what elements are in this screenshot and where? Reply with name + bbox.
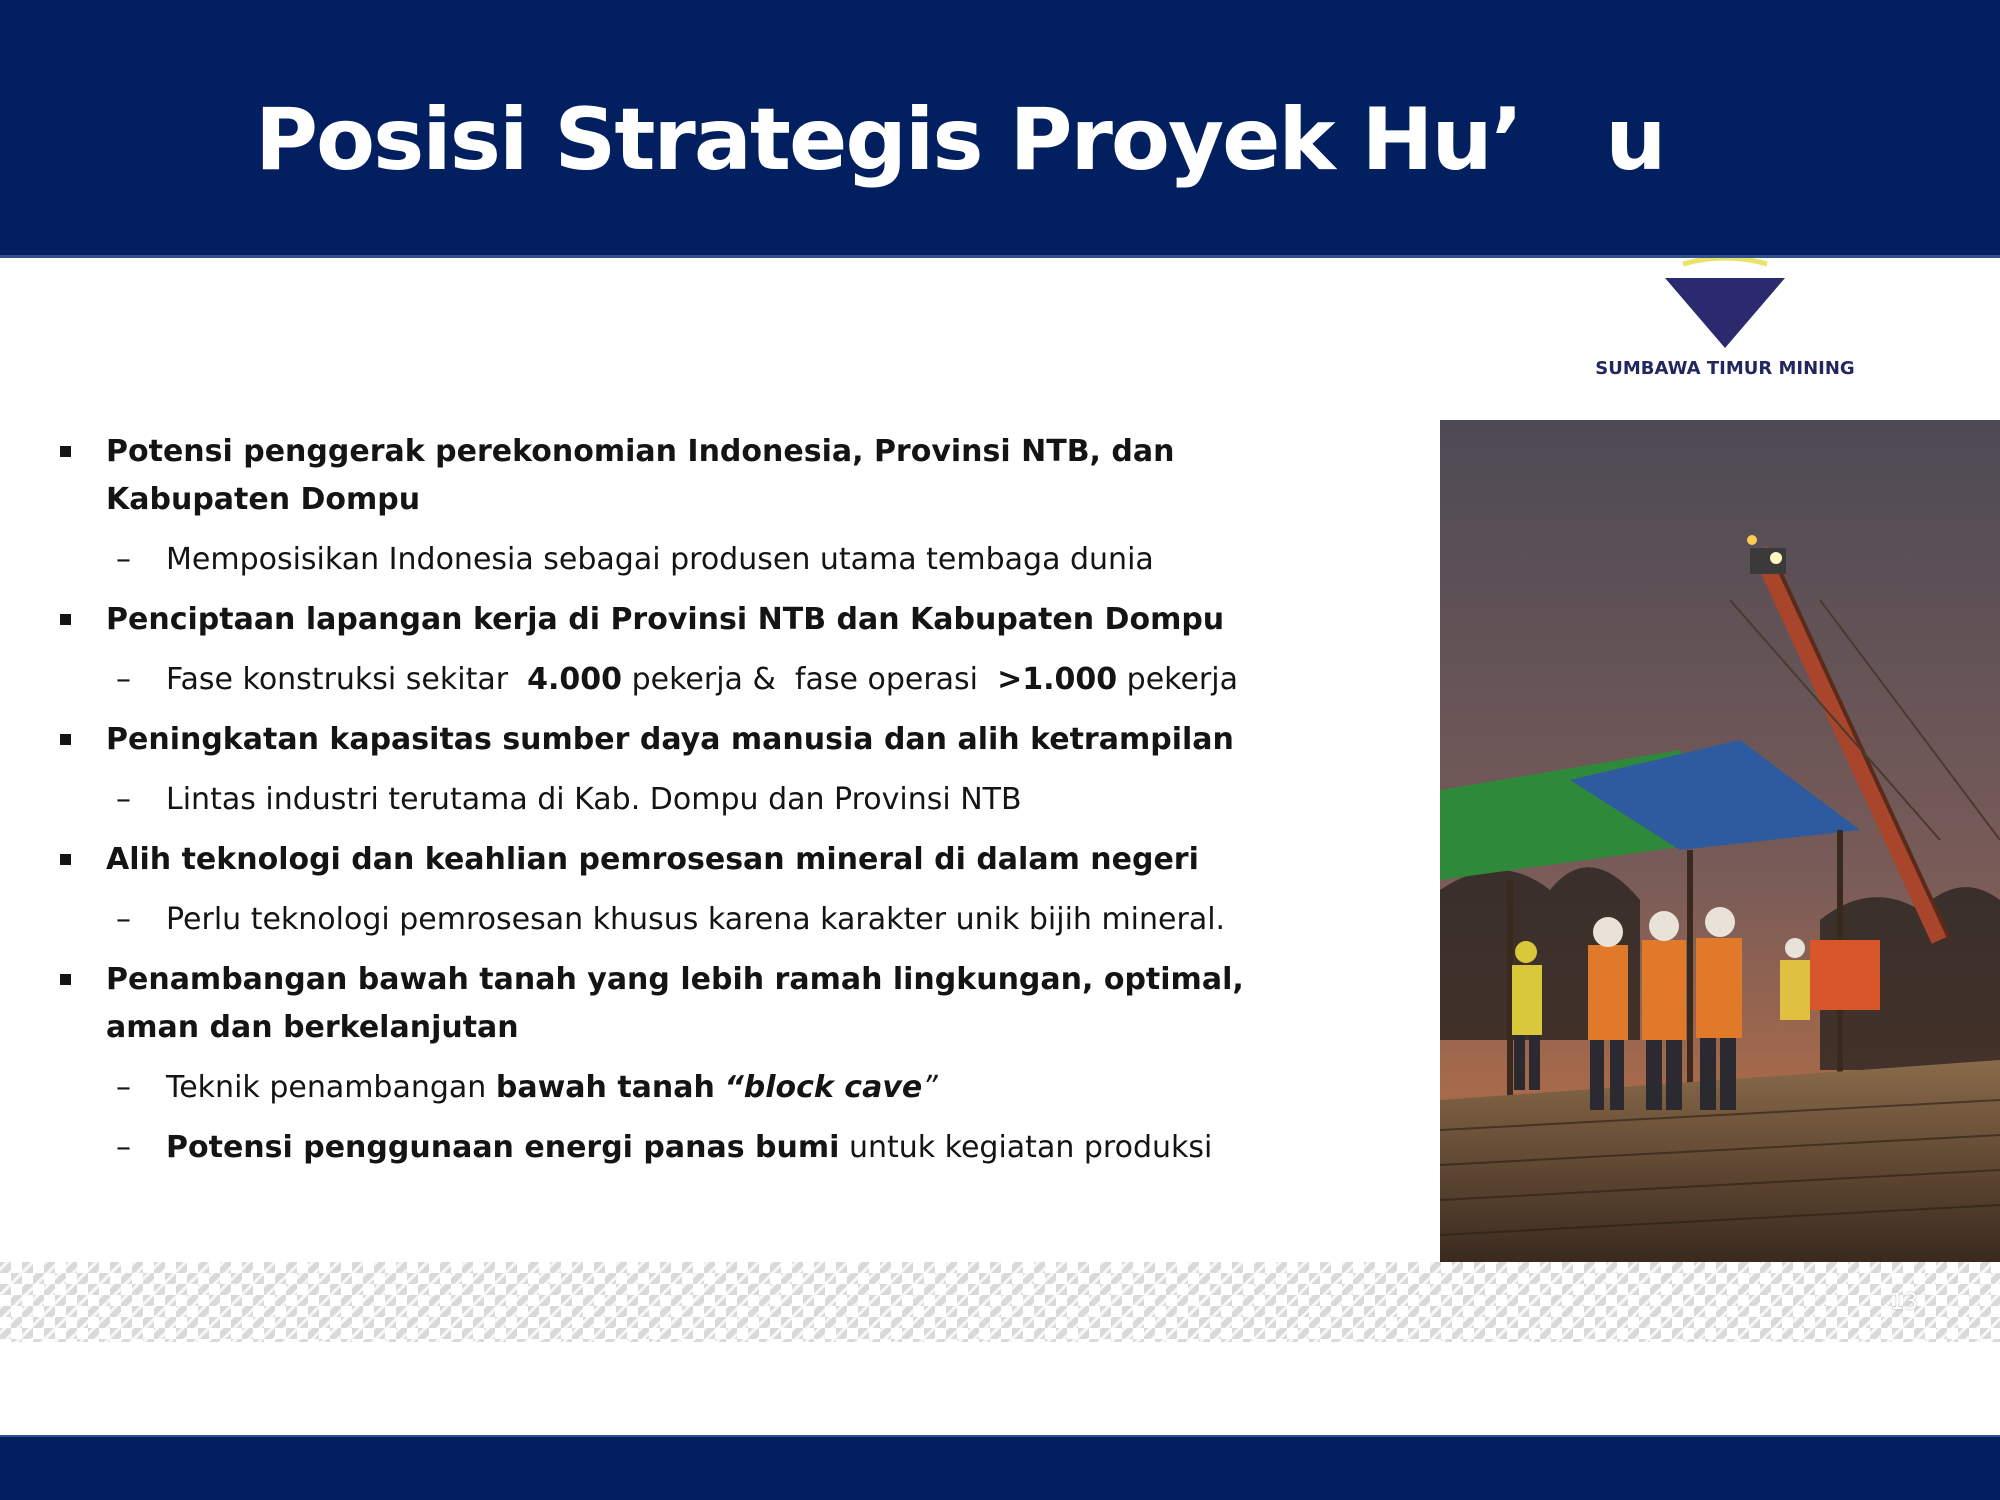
dash-bullet-icon: – — [116, 1130, 131, 1165]
bullet-item — [60, 716, 1340, 764]
sub-bullet-text — [715, 1070, 725, 1105]
bullet-text: Peningkatan kapasitas sumber daya manusia dan alih ketrampilan — [106, 722, 1234, 757]
sub-bullet-italic-text: “block cave — [724, 1070, 923, 1105]
sub-bullet-item — [60, 896, 1340, 944]
company-logo — [1570, 258, 1880, 383]
dash-bullet-icon: – — [116, 542, 131, 577]
page-number: 13 — [1890, 1290, 1918, 1315]
mining-site-photo — [1440, 420, 2000, 1262]
bullet-list — [60, 428, 1340, 1172]
square-bullet-icon — [60, 614, 71, 625]
decorative-pattern-band — [0, 1262, 2000, 1342]
sub-bullet-item — [60, 536, 1340, 584]
dash-bullet-icon: – — [116, 1070, 131, 1105]
bullet-text: Potensi penggerak perekonomian Indonesia, Provinsi NTB, dan Kabupaten Dompu — [106, 434, 1175, 517]
bullet-item — [60, 596, 1340, 644]
dash-bullet-icon: – — [116, 782, 131, 817]
workers-operation-count: >1.000 — [997, 662, 1118, 697]
square-bullet-icon — [60, 854, 71, 865]
sub-bullet-text: Fase konstruksi sekitar — [166, 662, 528, 697]
sub-bullet-item — [60, 1124, 1340, 1172]
sub-bullet-bold-text: Potensi penggunaan energi panas bumi — [166, 1130, 840, 1165]
square-bullet-icon — [60, 734, 71, 745]
dash-bullet-icon: – — [116, 902, 131, 937]
sub-bullet-text: Perlu teknologi pemrosesan khusus karena karakter unik bijih mineral. — [166, 902, 1226, 937]
bullet-text: Penambangan bawah tanah yang lebih ramah lingkungan, optimal, aman dan berkelanjutan — [106, 962, 1244, 1045]
logo-text: SUMBAWA TIMUR MINING — [1595, 358, 1855, 379]
header-band — [0, 0, 2000, 258]
square-bullet-icon — [60, 446, 71, 457]
sub-bullet-item — [60, 1064, 1340, 1112]
sub-bullet-text: pekerja — [1117, 662, 1238, 697]
bullet-item — [60, 836, 1340, 884]
sub-bullet-text: ” — [922, 1070, 938, 1105]
dash-bullet-icon: – — [116, 662, 131, 697]
footer-band — [0, 1435, 2000, 1500]
sub-bullet-text: untuk kegiatan produksi — [839, 1130, 1213, 1165]
square-bullet-icon — [60, 974, 71, 985]
sub-bullet-item — [60, 776, 1340, 824]
workers-construction-count: 4.000 — [527, 662, 623, 697]
slide-title: Posisi Strategis Proyek Hu’ u — [255, 90, 1665, 190]
sub-bullet-text: Memposisikan Indonesia sebagai produsen utama tembaga dunia — [166, 542, 1154, 577]
bullet-text: Alih teknologi dan keahlian pemrosesan mineral di dalam negeri — [106, 842, 1199, 877]
logo-diamond-icon — [1665, 258, 1785, 350]
bullet-item — [60, 956, 1340, 1052]
sub-bullet-text: Lintas industri terutama di Kab. Dompu dan Provinsi NTB — [166, 782, 1022, 817]
sub-bullet-text: Teknik penambangan — [166, 1070, 496, 1105]
sub-bullet-item — [60, 656, 1340, 704]
bullet-item — [60, 428, 1340, 524]
sub-bullet-text: pekerja & fase operasi — [622, 662, 998, 697]
sub-bullet-bold-text: bawah tanah — [495, 1070, 715, 1105]
drilling-rig-image — [1440, 420, 2000, 1262]
bullet-text: Penciptaan lapangan kerja di Provinsi NTB dan Kabupaten Dompu — [106, 602, 1225, 637]
